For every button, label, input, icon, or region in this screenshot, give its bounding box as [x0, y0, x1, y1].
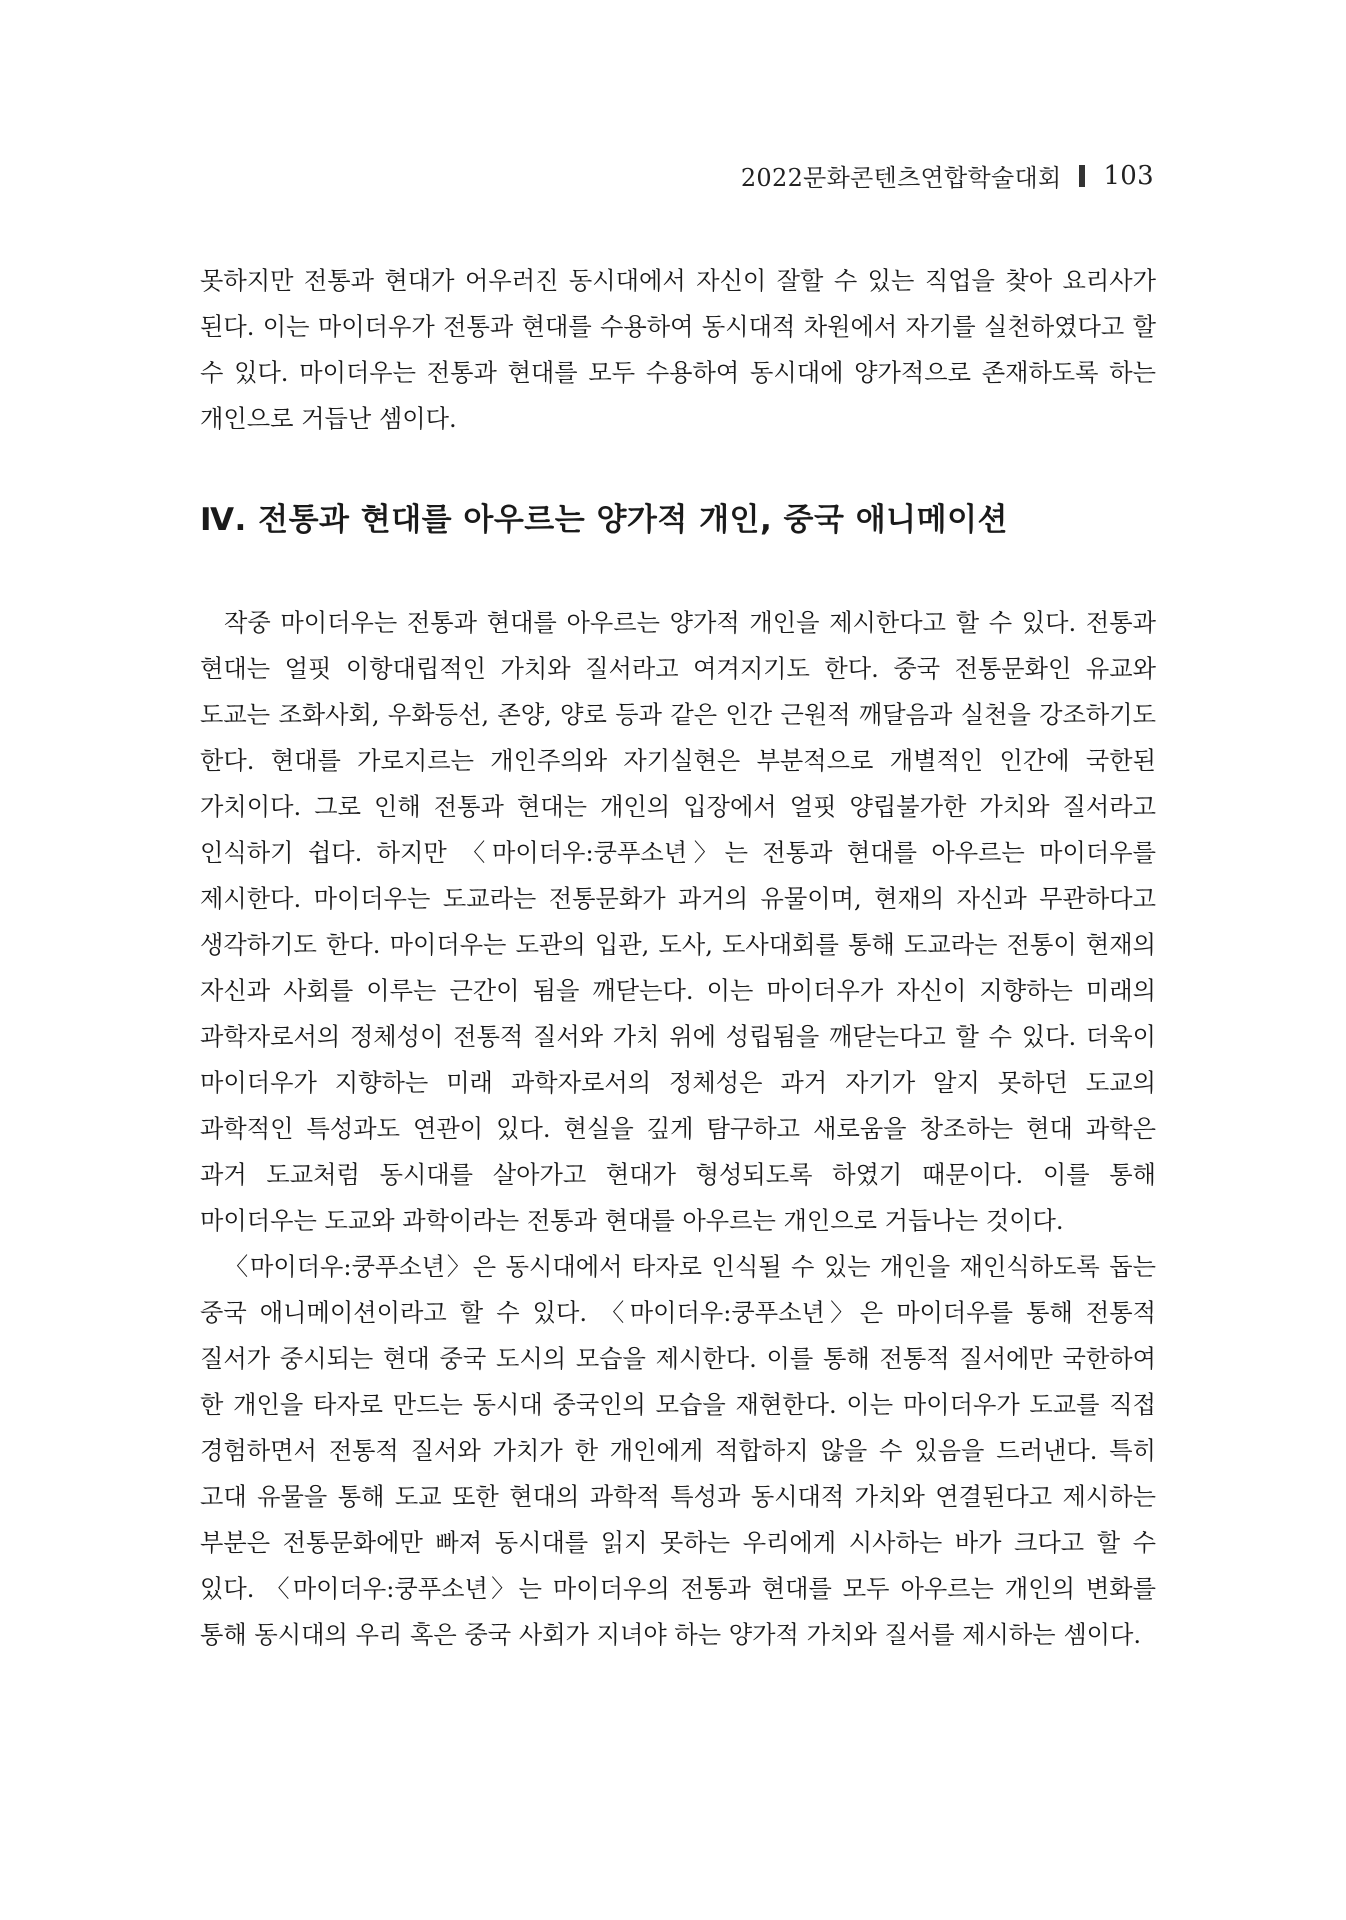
page-number: 103	[1103, 160, 1154, 191]
section-heading: Ⅳ. 전통과 현대를 아우르는 양가적 개인, 중국 애니메이션	[200, 502, 1008, 538]
running-header	[741, 158, 1154, 193]
running-header-title: 2022문화콘텐츠연합학술대회	[740, 164, 1062, 192]
paragraph-1: 작중 마이더우는 전통과 현대를 아우르는 양가적 개인을 제시한다고 할 수 있다. 전통과 현대는 얼핏 이항대립적인 가치와 질서라고 여겨지기도 한다. 중국 전통문화인 유교와 도교는 조화사회, 우화등선, 존양, 양로 등과 같은 인간 근원적 깨달음과 실천을 강조하기도 한다. 현대를 가로지르는 개인주의와 자기실현은 부분적으로 개별적인 인간에 국한된 가치이다. 그로 인해 전통과 현대는 개인의 입장에서 얼핏 양립불가한 가치와 질서라고 인식하기 쉽다. 하지만 〈마이더우:쿵푸소년〉는 전통과 현대를 아우르는 마이더우를 제시한다. 마이더우는 도교라는 전통문화가 과거의 유물이며, 현재의 자신과 무관하다고 생각하기도 한다. 마이더우는 도관의 입관, 도사, 도사대회를 통해 도교라는 전통이 현재의 자신과 사회를 이루는 근간이 됨을 깨닫는다. 이는 마이더우가 자신이 지향하는 미래의 과학자로서의 정체성이 전통적 질서와 가치 위에 성립됨을 깨닫는다고 할 수 있다. 더욱이 마이더우가 지향하는 미래 과학자로서의 정체성은 과거 자기가 알지 못하던 도교의 과학적인 특성과도 연관이 있다. 현실을 깊게 탐구하고 새로움을 창조하는 현대 과학은 과거 도교처럼 동시대를 살아가고 현대가 형성되도록 하였기 때문이다. 이를 통해 마이더우는 도교와 과학이라는 전통과 현대를 아우르는 개인으로 거듭나는 것이다.	[200, 609, 1156, 1235]
paragraph-2: 〈마이더우:쿵푸소년〉은 동시대에서 타자로 인식될 수 있는 개인을 재인식하도록 돕는 중국 애니메이션이라고 할 수 있다. 〈마이더우:쿵푸소년〉은 마이더우를 통해 전통적 질서가 중시되는 현대 중국 도시의 모습을 제시한다. 이를 통해 전통적 질서에만 국한하여 한 개인을 타자로 만드는 동시대 중국인의 모습을 재현한다. 이는 마이더우가 도교를 직접 경험하면서 전통적 질서와 가치가 한 개인에게 적합하지 않을 수 있음을 드러낸다. 특히 고대 유물을 통해 도교 또한 현대의 과학적 특성과 동시대적 가치와 연결된다고 제시하는 부분은 전통문화에만 빠져 동시대를 읽지 못하는 우리에게 시사하는 바가 크다고 할 수 있다. 〈마이더우:쿵푸소년〉는 마이더우의 전통과 현대를 모두 아우르는 개인의 변화를 통해 동시대의 우리 혹은 중국 사회가 지녀야 하는 양가적 가치와 질서를 제시하는 셈이다.	[200, 1253, 1156, 1649]
header-separator-bar	[1079, 165, 1085, 187]
paragraph-continued: 못하지만 전통과 현대가 어우러진 동시대에서 자신이 잘할 수 있는 직업을 찾아 요리사가 된다. 이는 마이더우가 전통과 현대를 수용하여 동시대적 차원에서 자기를 실천하였다고 할 수 있다. 마이더우는 전통과 현대를 모두 수용하여 동시대에 양가적으로 존재하도록 하는 개인으로 거듭난 셈이다.	[200, 267, 1156, 433]
body-content	[200, 258, 1156, 1658]
